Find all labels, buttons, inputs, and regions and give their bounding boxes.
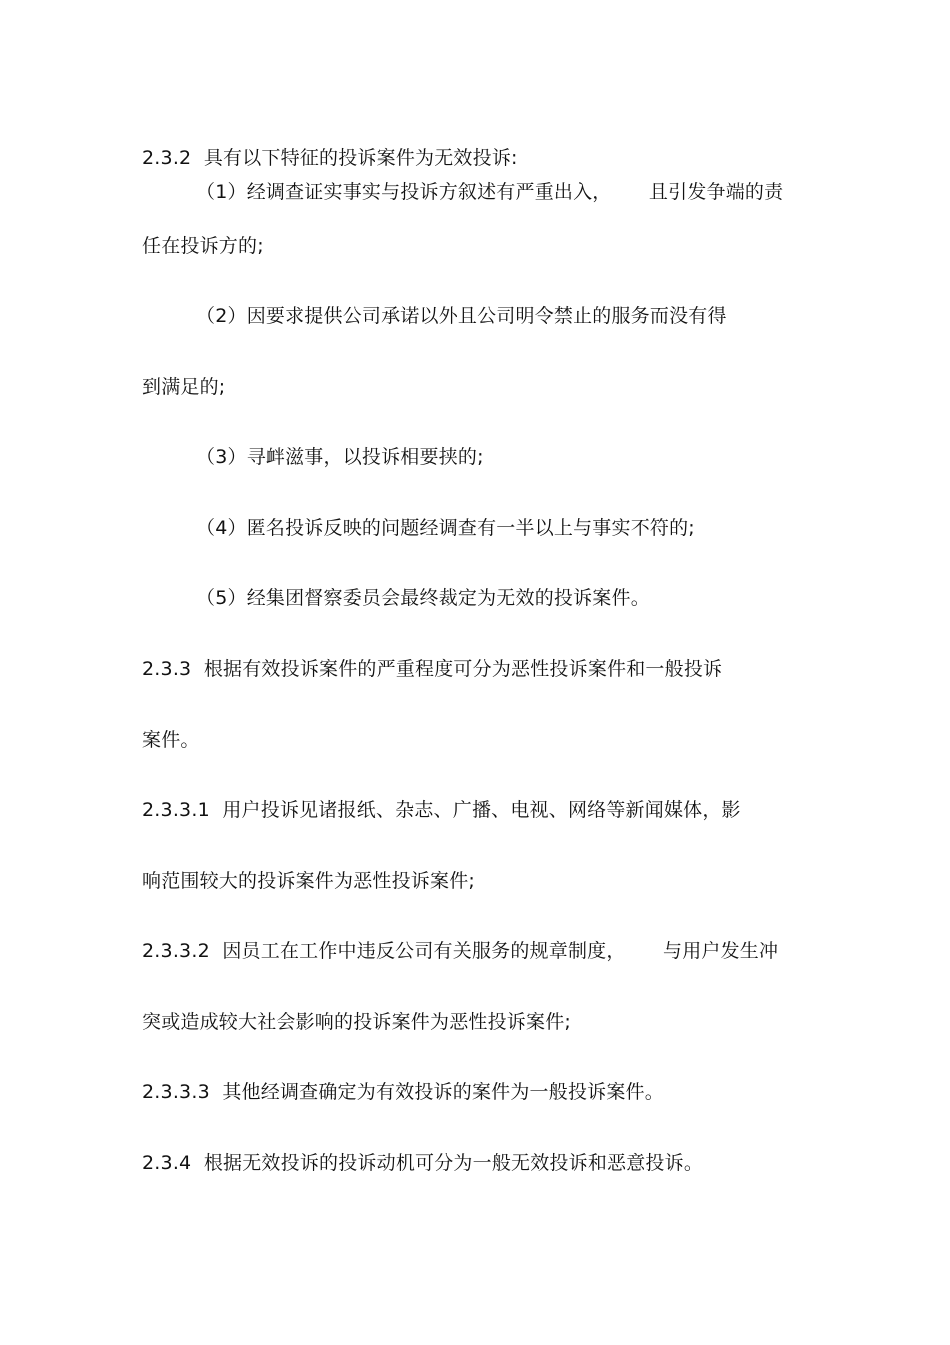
section-2-3-4: 2.3.4 根据无效投诉的投诉动机可分为一般无效投诉和恶意投诉。 — [142, 1152, 704, 1174]
section-2-3-3-1-line-1: 2.3.3.1 用户投诉见诸报纸、杂志、广播、电视、网络等新闻媒体，影 — [142, 799, 741, 821]
section-2-3-3-line-2: 案件。 — [142, 729, 200, 751]
section-2-3-2-heading: 2.3.2 具有以下特征的投诉案件为无效投诉: — [142, 147, 518, 169]
item-3: （3）寻衅滋事，以投诉相要挟的; — [196, 446, 484, 468]
item-4: （4）匿名投诉反映的问题经调查有一半以上与事实不符的; — [196, 517, 695, 539]
section-2-3-3-2-line-1: 2.3.3.2 因员工在工作中违反公司有关服务的规章制度， 与用户发生冲 — [142, 940, 779, 962]
section-2-3-3-2-line-2: 突或造成较大社会影响的投诉案件为恶性投诉案件; — [142, 1011, 572, 1033]
section-2-3-3-3: 2.3.3.3 其他经调查确定为有效投诉的案件为一般投诉案件。 — [142, 1081, 664, 1103]
section-2-3-3-line-1: 2.3.3 根据有效投诉案件的严重程度可分为恶性投诉案件和一般投诉 — [142, 658, 723, 680]
section-2-3-3-1-line-2: 响范围较大的投诉案件为恶性投诉案件; — [142, 870, 476, 892]
item-1-line-1: （1）经调查证实事实与投诉方叙述有严重出入， 且引发争端的责 — [196, 181, 784, 203]
item-1-line-2: 任在投诉方的; — [142, 235, 264, 257]
item-2-line-2: 到满足的; — [142, 376, 226, 398]
item-2-line-1: （2）因要求提供公司承诺以外且公司明令禁止的服务而没有得 — [196, 305, 727, 327]
item-5: （5）经集团督察委员会最终裁定为无效的投诉案件。 — [196, 587, 650, 609]
